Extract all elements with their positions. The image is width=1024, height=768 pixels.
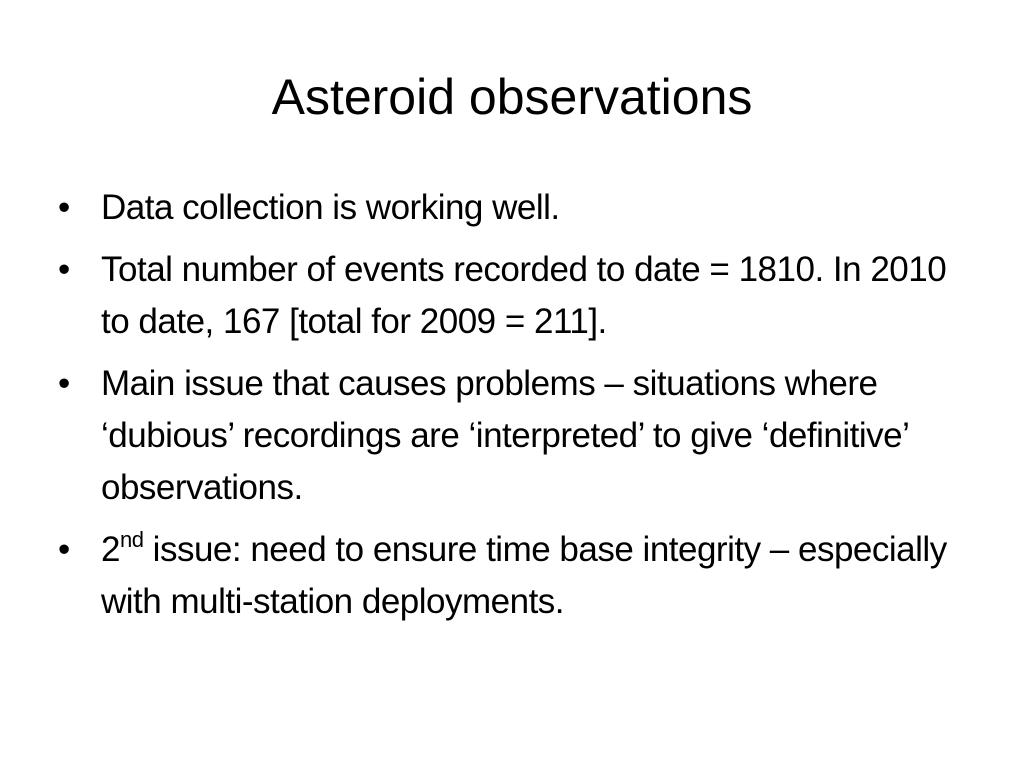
bullet-icon: •	[58, 364, 70, 403]
bullet-item-main-issue	[58, 358, 978, 514]
bullet-list	[58, 182, 978, 638]
bullet-item-total-events	[58, 244, 978, 348]
bullet-item-data-collection	[58, 182, 978, 234]
bullet-item-second-issue	[58, 524, 978, 628]
bullet-superscript: nd	[119, 527, 144, 552]
bullet-text: Main issue that causes problems – situations where ‘dubious’ recordings are ‘interpreted’ to give ‘definitive’ observations.	[101, 364, 909, 507]
bullet-text: Data collection is working well.	[101, 188, 560, 227]
bullet-icon: •	[58, 250, 70, 289]
bullet-text: Total number of events recorded to date = 1810. In 2010 to date, 167 [total for 2009 = 211].	[101, 250, 947, 341]
bullet-prefix: 2	[101, 530, 120, 569]
bullet-icon: •	[58, 188, 70, 227]
slide-title: Asteroid observations	[271, 69, 753, 125]
bullet-icon: •	[58, 530, 70, 569]
bullet-text: issue: need to ensure time base integrity – especially with multi-station deployments.	[101, 530, 947, 621]
